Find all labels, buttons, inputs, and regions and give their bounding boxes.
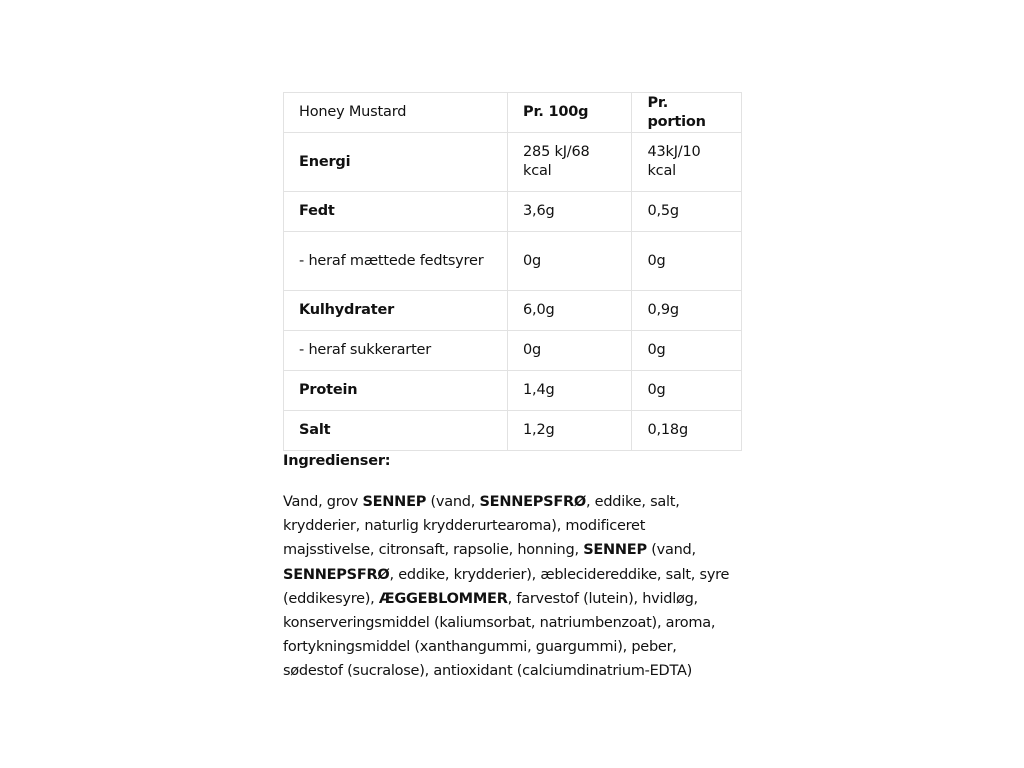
ingredient-text: (vand, xyxy=(646,542,696,559)
nutrient-label: - heraf mættede fedtsyrer xyxy=(284,232,508,291)
nutrient-label: Salt xyxy=(284,411,508,451)
per-100g-value: 0g xyxy=(508,331,632,371)
table-row xyxy=(284,232,742,291)
table-header-row xyxy=(284,93,742,133)
nutrient-label: Energi xyxy=(284,133,508,192)
per-portion-value: 43kJ/10 kcal xyxy=(632,133,742,192)
ingredients-line xyxy=(283,490,753,514)
ingredient-text: Vand, grov xyxy=(283,494,363,510)
ingredient-text: krydderier, naturlig krydderurtearoma), modificeret xyxy=(283,518,646,535)
ingredients-line xyxy=(283,563,753,587)
ingredients-text xyxy=(283,490,753,684)
per-100g-header: Pr. 100g xyxy=(508,93,632,133)
ingredient-text: sødestof (sucralose), antioxidant (calciumdinatrium-EDTA) xyxy=(283,663,693,680)
table-row xyxy=(284,371,742,411)
table-row xyxy=(284,411,742,451)
allergen-text: SENNEPSFRØ xyxy=(479,494,586,510)
table-row xyxy=(284,133,742,192)
per-100g-value: 0g xyxy=(508,232,632,291)
nutrient-label: Fedt xyxy=(284,192,508,232)
nutrient-label: - heraf sukkerarter xyxy=(284,331,508,371)
ingredients-line xyxy=(283,635,753,659)
per-portion-value: 0,18g xyxy=(632,411,742,451)
per-portion-value: 0,5g xyxy=(632,192,742,232)
ingredients-line xyxy=(283,514,753,538)
allergen-text: SENNEP xyxy=(583,542,647,559)
ingredient-text: (vand, xyxy=(426,494,480,510)
ingredient-text: fortykningsmiddel (xanthangummi, guargummi), peber, xyxy=(283,639,677,656)
per-100g-value: 1,4g xyxy=(508,371,632,411)
allergen-text: ÆGGEBLOMMER xyxy=(378,590,508,607)
table-row xyxy=(284,331,742,371)
ingredient-text: (eddikesyre), xyxy=(283,590,379,607)
table-row xyxy=(284,291,742,331)
ingredient-text: , eddike, salt, xyxy=(585,494,680,510)
per-portion-value: 0g xyxy=(632,232,742,291)
per-100g-value: 285 kJ/68 kcal xyxy=(508,133,632,192)
ingredients-line xyxy=(283,659,753,683)
ingredients-line xyxy=(283,538,753,562)
per-100g-value: 3,6g xyxy=(508,192,632,232)
nutrition-table xyxy=(283,92,742,451)
per-100g-value: 1,2g xyxy=(508,411,632,451)
per-portion-value: 0,9g xyxy=(632,291,742,331)
ingredient-text: , eddike, krydderier), æblecidereddike, salt, syre xyxy=(389,566,730,583)
per-100g-value: 6,0g xyxy=(508,291,632,331)
product-name-cell: Honey Mustard xyxy=(284,93,508,133)
ingredients-line xyxy=(283,611,753,635)
table-row xyxy=(284,192,742,232)
allergen-text: SENNEPSFRØ xyxy=(283,566,390,583)
ingredient-text: konserveringsmiddel (kaliumsorbat, natriumbenzoat), aroma, xyxy=(283,615,716,632)
nutrient-label: Kulhydrater xyxy=(284,291,508,331)
per-portion-value: 0g xyxy=(632,331,742,371)
ingredient-text: majsstivelse, citronsaft, rapsolie, honning, xyxy=(283,542,584,559)
per-portion-value: 0g xyxy=(632,371,742,411)
ingredient-text: , farvestof (lutein), hvidløg, xyxy=(507,590,698,607)
ingredients-line xyxy=(283,587,753,611)
ingredients-heading: Ingredienser: xyxy=(283,453,391,469)
per-portion-header: Pr. portion xyxy=(632,93,742,133)
allergen-text: SENNEP xyxy=(362,494,427,510)
nutrient-label: Protein xyxy=(284,371,508,411)
